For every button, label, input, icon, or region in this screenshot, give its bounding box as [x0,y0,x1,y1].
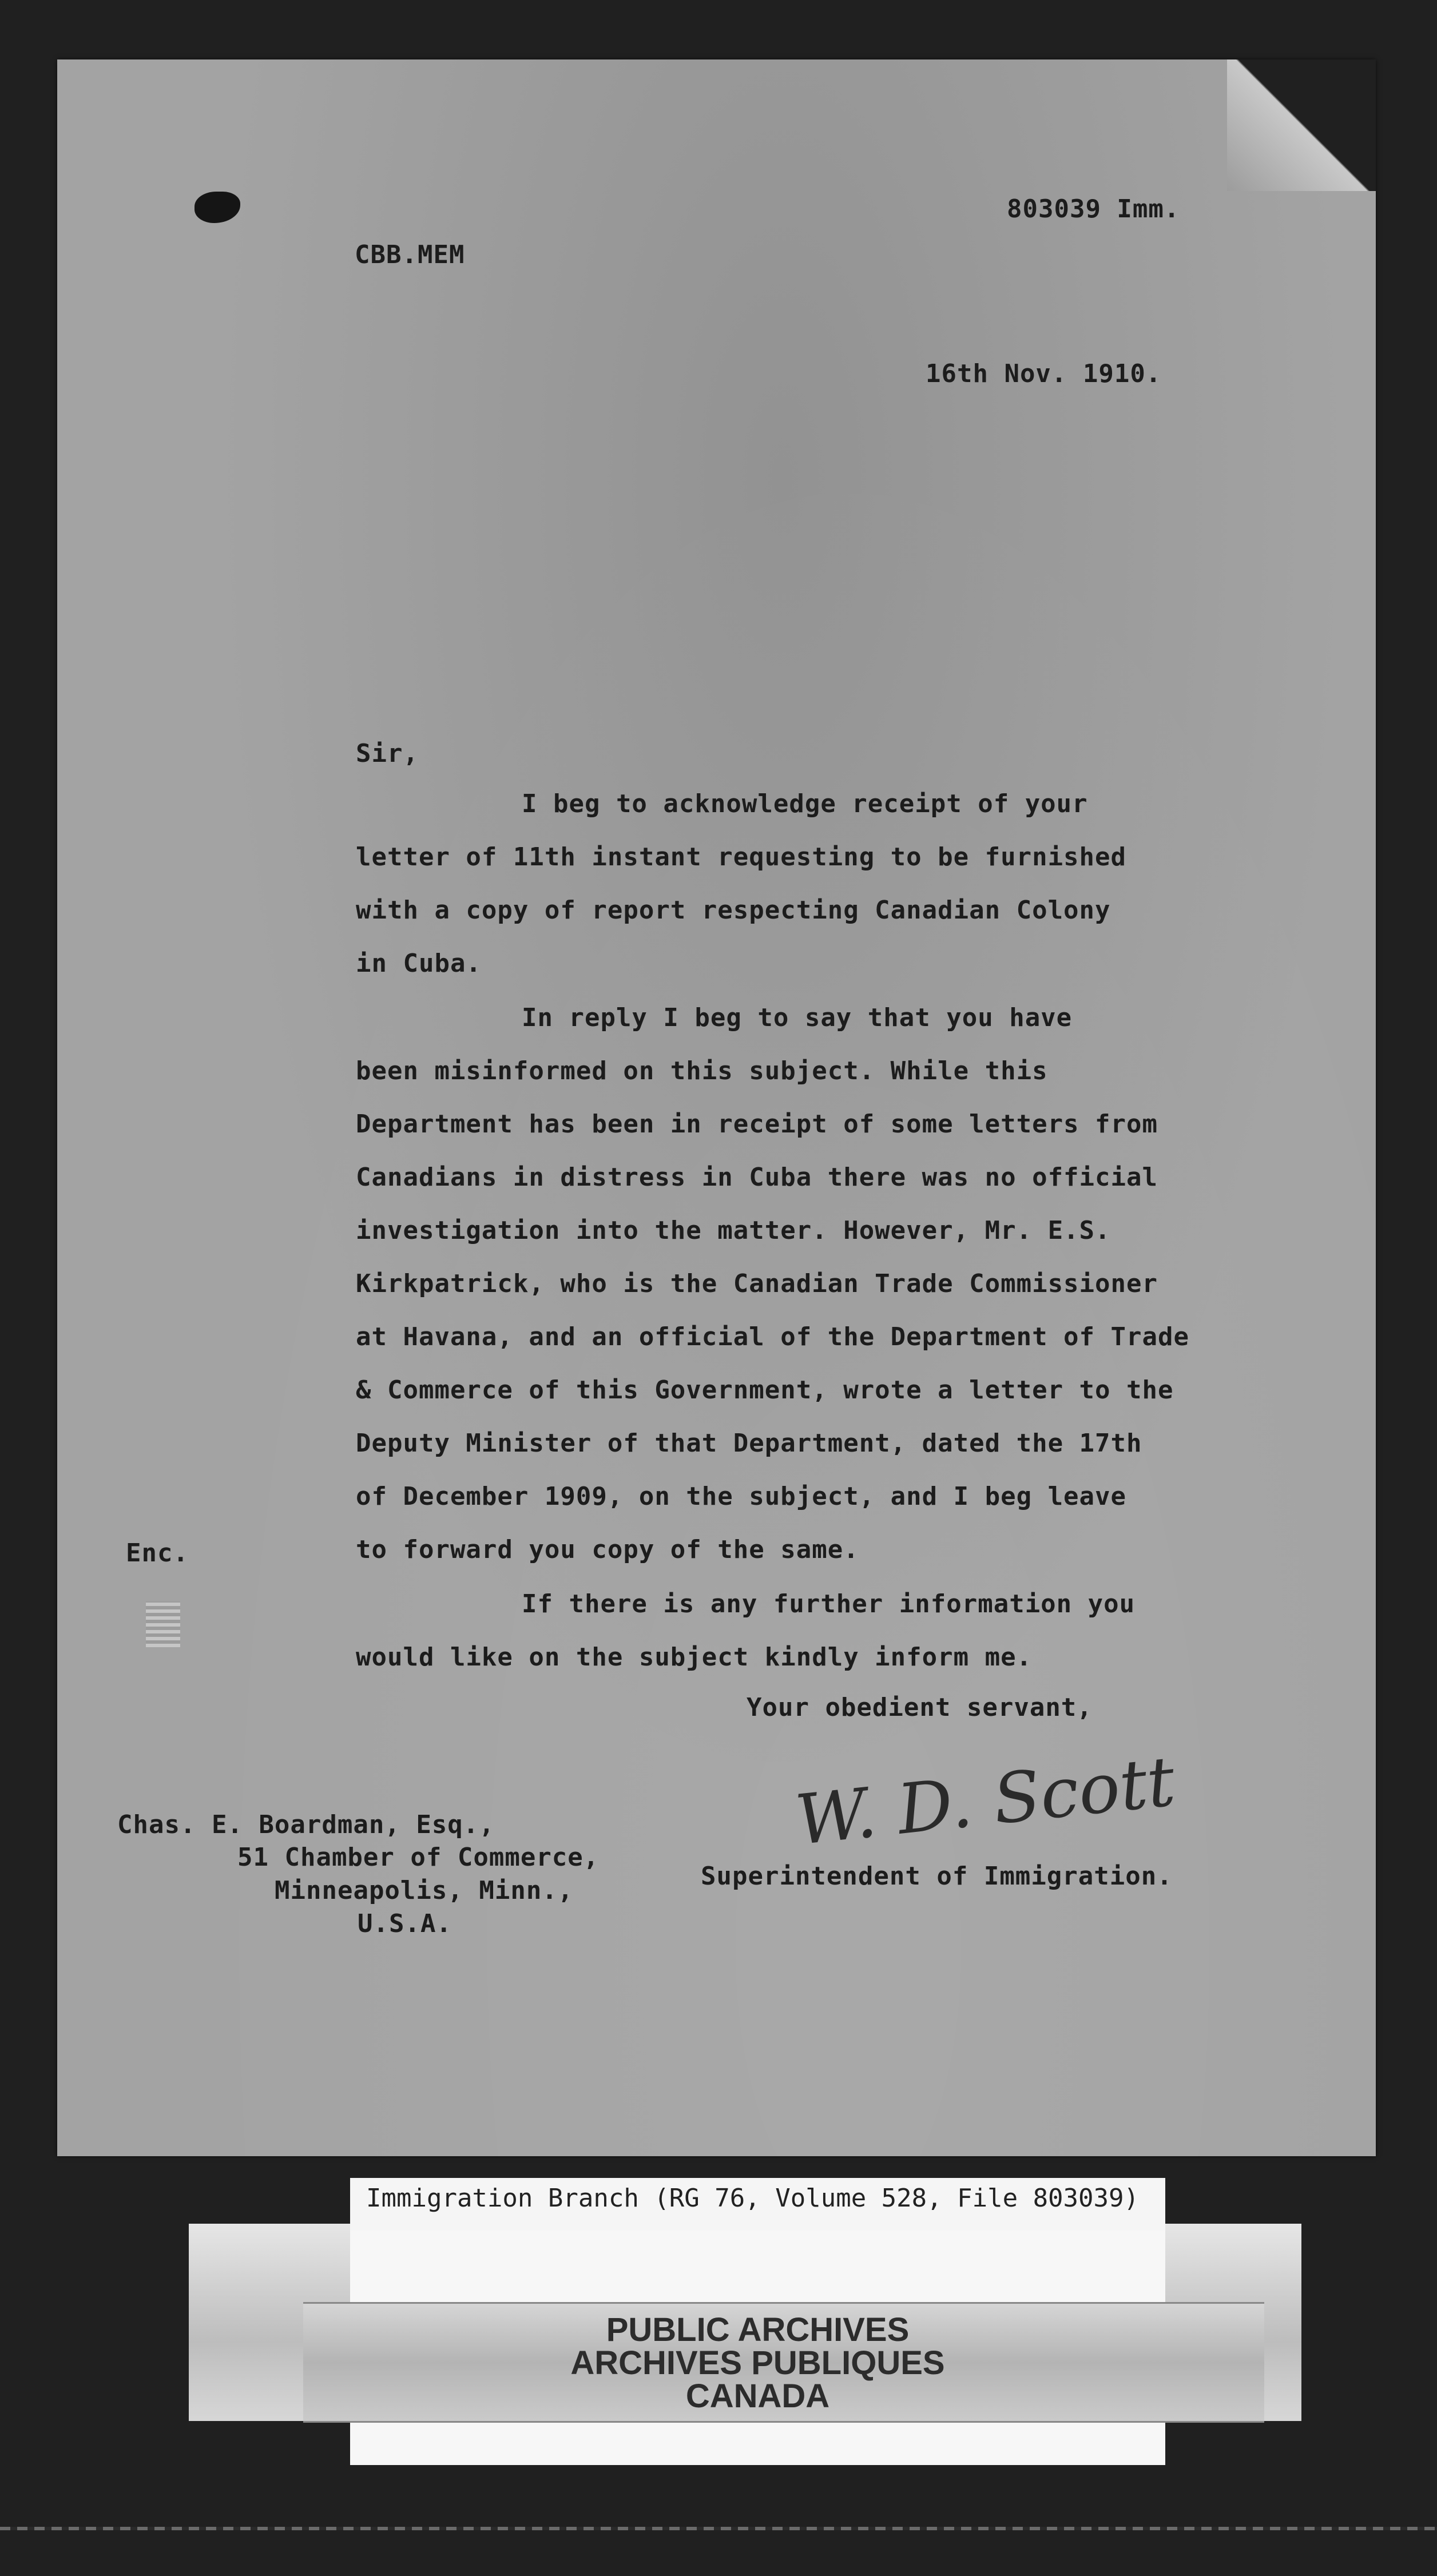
letter-date: 16th Nov. 1910. [926,359,1162,388]
body-line: at Havana, and an official of the Department of Trade [356,1322,1189,1351]
body-line: Canadians in distress in Cuba there was no official [356,1163,1158,1192]
file-reference: 803039 Imm. [1007,194,1180,224]
film-edge [0,2527,1437,2530]
signature: W. D. Scott [792,1742,1179,1861]
closing: Your obedient servant, [747,1693,1093,1722]
body-line: Deputy Minister of that Department, dated the 17th [356,1429,1142,1458]
body-line: I beg to acknowledge receipt of your [522,789,1088,818]
addressee-line: Minneapolis, Minn., [275,1876,574,1905]
archive-stamp-line: ARCHIVES PUBLIQUES [570,2344,945,2382]
body-line: letter of 11th instant requesting to be furnished [356,842,1127,872]
body-line: Kirkpatrick, who is the Canadian Trade Commissioner [356,1269,1158,1298]
signer-title: Superintendent of Immigration. [701,1862,1173,1891]
attachment-tag [146,1601,180,1647]
salutation: Sir, [356,739,419,768]
body-line: of December 1909, on the subject, and I beg leave [356,1482,1127,1511]
archive-stamp-line: CANADA [685,2378,830,2415]
body-line: in Cuba. [356,949,482,978]
body-line: with a copy of report respecting Canadian Colony [356,896,1111,925]
body-line: Department has been in receipt of some letters from [356,1110,1158,1139]
body-line: If there is any further information you [522,1589,1136,1619]
body-line: would like on the subject kindly inform me. [356,1643,1033,1672]
body-line: In reply I beg to say that you have [522,1003,1073,1032]
typist-initials: CBB.MEM [355,240,465,269]
body-line: investigation into the matter. However, Mr. E.S. [356,1216,1111,1245]
body-line: & Commerce of this Government, wrote a letter to the [356,1376,1174,1405]
archive-reference-label: Immigration Branch (RG 76, Volume 528, File 803039) [366,2184,1140,2213]
addressee-line: Chas. E. Boardman, Esq., [117,1810,495,1839]
addressee-line: 51 Chamber of Commerce, [237,1843,600,1872]
body-line: to forward you copy of the same. [356,1535,859,1564]
enclosure-note: Enc. [126,1539,189,1568]
archive-stamp-line: PUBLIC ARCHIVES [606,2311,910,2348]
body-line: been misinformed on this subject. While this [356,1056,1048,1086]
letter-page [57,59,1376,2156]
addressee-line: U.S.A. [358,1909,452,1938]
folded-corner [1227,59,1376,191]
